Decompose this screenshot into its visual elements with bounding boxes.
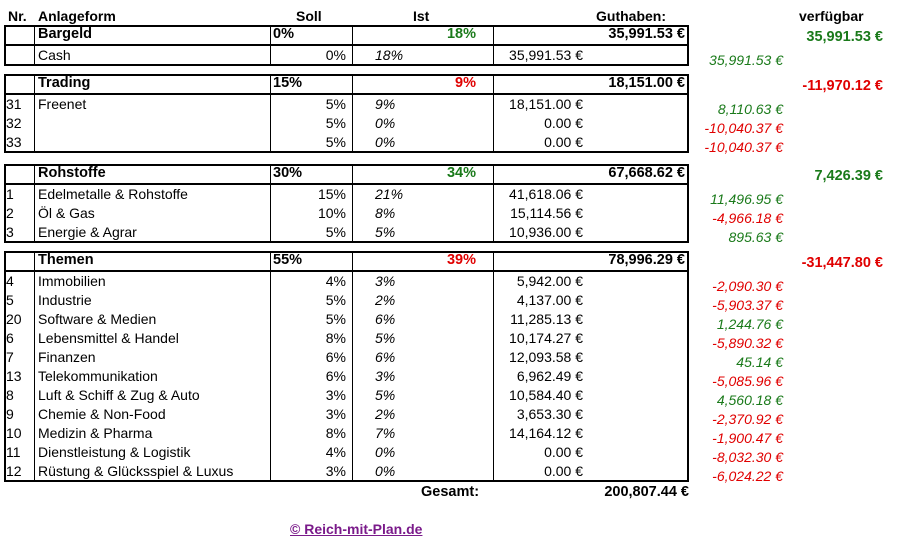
row-soll: 5% (325, 96, 346, 112)
row-soll: 5% (325, 292, 346, 308)
row-name: Immobilien (38, 273, 106, 289)
row-soll: 5% (325, 134, 346, 150)
row-verfuegbar: 1,244.76 € (716, 316, 783, 332)
row-soll: 5% (325, 115, 346, 131)
header-verfuegbar: verfügbar (799, 8, 864, 24)
row-name: Luft & Schiff & Zug & Auto (38, 387, 200, 403)
row-name: Dienstleistung & Logistik (38, 444, 191, 460)
row-guthaben: 4,137.00 € (516, 292, 583, 308)
row-soll: 4% (325, 273, 346, 289)
row-guthaben: 0.00 € (544, 444, 583, 460)
row-guthaben: 11,285.13 € (510, 311, 583, 327)
row-verfuegbar: -1,900.47 € (712, 430, 783, 446)
row-name: Software & Medien (38, 311, 157, 327)
column-divider (34, 25, 35, 66)
row-guthaben: 3,653.30 € (516, 406, 583, 422)
row-name: Telekommunikation (38, 368, 158, 384)
row-soll: 3% (325, 463, 346, 479)
row-ist: 6% (375, 349, 396, 365)
row-verfuegbar: 8,110.63 € (717, 101, 783, 117)
row-ist: 0% (375, 444, 396, 460)
row-guthaben: 10,174.27 € (509, 330, 583, 346)
row-verfuegbar: -5,085.96 € (712, 373, 783, 389)
group-guthaben: 67,668.62 € (608, 165, 685, 181)
row-guthaben: 0.00 € (544, 115, 583, 131)
row-nr: 33 (6, 134, 22, 150)
row-verfuegbar: 11,496.95 € (710, 191, 783, 207)
row-ist: 6% (375, 311, 396, 327)
row-soll: 15% (317, 186, 346, 202)
row-nr: 6 (6, 330, 14, 346)
row-nr: 5 (6, 292, 14, 308)
group-soll: 15% (273, 75, 303, 91)
row-guthaben: 41,618.06 € (509, 186, 583, 202)
group-name: Themen (38, 252, 94, 268)
header-nr: Nr. (8, 8, 27, 24)
row-guthaben: 10,584.40 € (509, 387, 583, 403)
row-soll: 3% (325, 406, 346, 422)
row-nr: 10 (6, 425, 22, 441)
row-verfuegbar: -4,966.18 € (712, 210, 783, 226)
group-header-divider (4, 270, 689, 272)
row-guthaben: 6,962.49 € (516, 368, 583, 384)
group-soll: 55% (273, 252, 303, 268)
group-guthaben: 35,991.53 € (608, 26, 685, 42)
group-verfuegbar: 35,991.53 € (806, 29, 883, 45)
row-nr: 12 (6, 463, 22, 479)
row-ist: 0% (375, 134, 396, 150)
group-ist: 18% (446, 26, 476, 42)
row-verfuegbar: -10,040.37 € (704, 139, 783, 155)
row-name: Chemie & Non-Food (38, 406, 166, 422)
row-guthaben: 5,942.00 € (516, 273, 583, 289)
row-verfuegbar: -5,890.32 € (712, 335, 783, 351)
row-ist: 3% (375, 368, 396, 384)
row-guthaben: 14,164.12 € (509, 425, 583, 441)
footer-link[interactable]: © Reich-mit-Plan.de (290, 521, 423, 537)
row-nr: 11 (6, 444, 21, 460)
group-soll: 0% (273, 26, 294, 42)
row-nr: 3 (6, 224, 14, 240)
row-soll: 5% (325, 311, 346, 327)
header-ist: Ist (413, 8, 430, 24)
row-ist: 3% (375, 273, 396, 289)
row-ist: 21% (375, 186, 404, 202)
row-nr: 20 (6, 311, 22, 327)
group-header-divider (4, 93, 689, 95)
row-ist: 7% (375, 425, 396, 441)
row-guthaben: 12,093.58 € (509, 349, 583, 365)
row-nr: 7 (6, 349, 14, 365)
group-name: Bargeld (38, 26, 92, 42)
row-soll: 6% (325, 349, 346, 365)
row-verfuegbar: 895.63 € (728, 229, 783, 245)
row-ist: 5% (375, 224, 396, 240)
row-nr: 9 (6, 406, 14, 422)
row-guthaben: 18,151.00 € (509, 96, 583, 112)
row-verfuegbar: -10,040.37 € (704, 120, 783, 136)
row-ist: 18% (375, 47, 404, 63)
column-divider (34, 164, 35, 243)
column-divider (34, 74, 35, 153)
group-verfuegbar: 7,426.39 € (814, 168, 883, 184)
row-ist: 0% (375, 463, 396, 479)
group-name: Trading (38, 75, 91, 91)
row-nr: 4 (6, 273, 14, 289)
row-nr: 31 (6, 96, 22, 112)
row-soll: 8% (325, 425, 346, 441)
row-verfuegbar: -8,032.30 € (712, 449, 783, 465)
total-label: Gesamt: (421, 484, 480, 500)
row-ist: 2% (375, 292, 396, 308)
row-ist: 5% (375, 387, 396, 403)
row-verfuegbar: -2,090.30 € (712, 278, 783, 294)
group-ist: 9% (455, 75, 476, 91)
row-ist: 2% (375, 406, 396, 422)
row-soll: 3% (325, 387, 346, 403)
row-name: Medizin & Pharma (38, 425, 153, 441)
row-verfuegbar: 35,991.53 € (709, 52, 783, 68)
total-value: 200,807.44 € (604, 484, 689, 500)
row-name: Energie & Agrar (38, 224, 137, 240)
row-nr: 8 (6, 387, 14, 403)
group-name: Rohstoffe (38, 165, 106, 181)
group-header-divider (4, 183, 689, 185)
row-name: Lebensmittel & Handel (38, 330, 179, 346)
row-name: Edelmetalle & Rohstoffe (38, 186, 188, 202)
row-name: Öl & Gas (38, 205, 95, 221)
row-verfuegbar: 45.14 € (736, 354, 783, 370)
group-soll: 30% (273, 165, 303, 181)
header-guthaben: Guthaben: (596, 8, 666, 24)
row-nr: 1 (6, 186, 14, 202)
row-guthaben: 0.00 € (544, 134, 583, 150)
row-guthaben: 15,114.56 € (510, 205, 583, 221)
row-name: Cash (38, 47, 71, 63)
group-verfuegbar: -31,447.80 € (801, 255, 883, 271)
row-name: Rüstung & Glücksspiel & Luxus (38, 463, 234, 479)
group-guthaben: 78,996.29 € (608, 252, 685, 268)
row-ist: 5% (375, 330, 396, 346)
row-soll: 5% (325, 224, 346, 240)
group-guthaben: 18,151.00 € (608, 75, 685, 91)
row-name: Finanzen (38, 349, 96, 365)
row-verfuegbar: -5,903.37 € (712, 297, 783, 313)
column-divider (352, 251, 353, 482)
row-verfuegbar: 4,560.18 € (716, 392, 783, 408)
row-soll: 0% (325, 47, 346, 63)
row-verfuegbar: -2,370.92 € (712, 411, 783, 427)
row-guthaben: 35,991.53 € (509, 47, 583, 63)
header-soll: Soll (296, 8, 322, 24)
row-soll: 8% (325, 330, 346, 346)
row-name: Freenet (38, 96, 87, 112)
row-soll: 6% (325, 368, 346, 384)
row-ist: 8% (375, 205, 396, 221)
row-nr: 32 (6, 115, 22, 131)
row-soll: 10% (317, 205, 346, 221)
row-nr: 2 (6, 205, 14, 221)
row-ist: 0% (375, 115, 396, 131)
group-verfuegbar: -11,970.12 € (802, 78, 883, 94)
column-divider (34, 251, 35, 482)
row-verfuegbar: -6,024.22 € (712, 468, 783, 484)
row-nr: 13 (6, 368, 22, 384)
group-header-divider (4, 44, 689, 46)
row-soll: 4% (325, 444, 346, 460)
row-name: Industrie (38, 292, 92, 308)
row-guthaben: 10,936.00 € (509, 224, 583, 240)
group-ist: 39% (446, 252, 476, 268)
group-ist: 34% (446, 165, 476, 181)
header-anlageform: Anlageform (38, 8, 116, 24)
row-ist: 9% (375, 96, 396, 112)
row-guthaben: 0.00 € (544, 463, 583, 479)
